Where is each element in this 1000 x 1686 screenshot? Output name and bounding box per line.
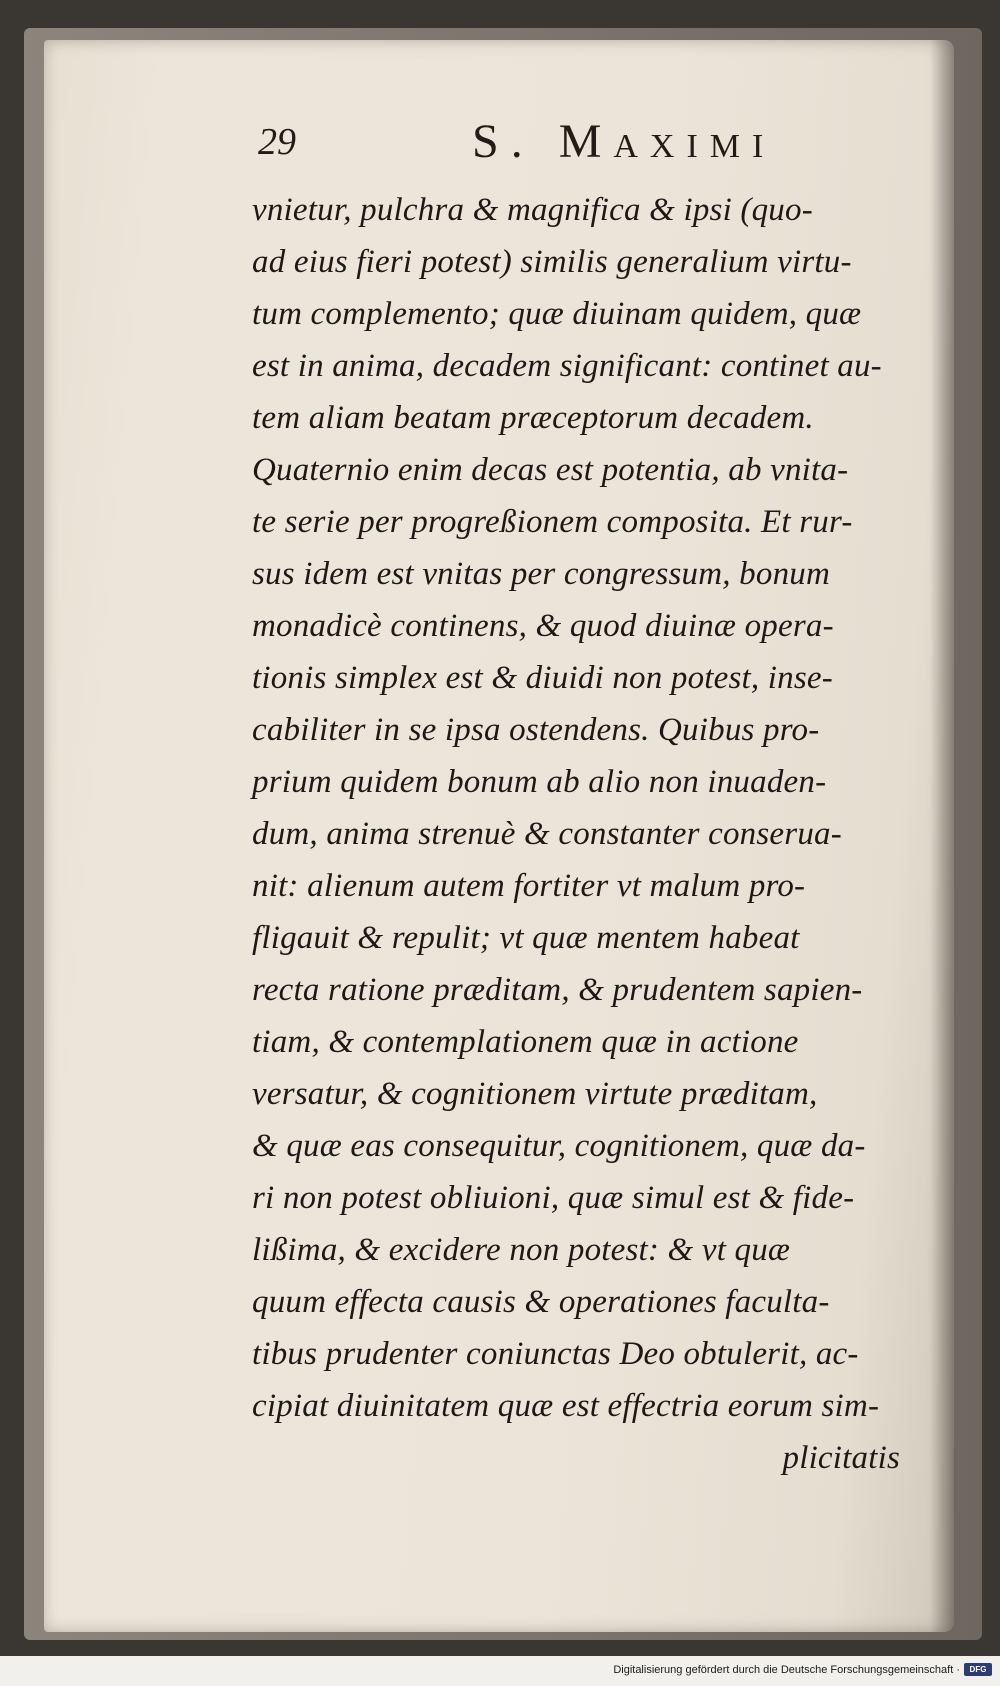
text-line: nit: alienum autem fortiter vt malum pro- — [252, 868, 806, 904]
text-line: Quaternio enim decas est potentia, ab vnita- — [252, 452, 849, 488]
text-line: monadicè continens, & quod diuinæ opera- — [252, 608, 834, 644]
text-line: tiam, & contemplationem quæ in actione — [252, 1024, 799, 1060]
text-line: prium quidem bonum ab alio non inuaden- — [252, 764, 827, 800]
text-line: cipiat diuinitatem quæ est effectria eorum sim- — [252, 1388, 880, 1424]
text-line: tum complemento; quæ diuinam quidem, quæ — [252, 296, 862, 332]
text-line: fligauit & repulit; vt quæ mentem habeat — [252, 920, 800, 956]
text-line: est in anima, decadem significant: continet au- — [252, 348, 882, 384]
text-line: tionis simplex est & diuidi non potest, inse- — [252, 660, 833, 696]
text-line: lißima, & excidere non potest: & vt quæ — [252, 1232, 791, 1268]
text-line: vnietur, pulchra & magnifica & ipsi (quo- — [252, 192, 813, 228]
dfg-logo: DFG — [964, 1663, 992, 1676]
text-line: quum effecta causis & operationes faculta- — [252, 1284, 830, 1320]
text-line: cabiliter in se ipsa ostendens. Quibus pro- — [252, 712, 820, 748]
text-line: te serie per progreßionem composita. Et rur- — [252, 504, 853, 540]
body-text — [252, 184, 952, 1484]
catchword: plicitatis — [782, 1440, 900, 1476]
text-line: recta ratione præditam, & prudentem sapien- — [252, 972, 863, 1008]
text-line: sus idem est vnitas per congressum, bonum — [252, 556, 831, 592]
text-line: & quæ eas consequitur, cognitionem, quæ da- — [252, 1128, 866, 1164]
text-line: dum, anima strenuè & constanter conserua- — [252, 816, 842, 852]
text-line: ad eius fieri potest) similis generalium virtu- — [252, 244, 852, 280]
running-title: S. Maximi — [472, 115, 776, 168]
text-line: tem aliam beatam præceptorum decadem. — [252, 400, 814, 436]
page-number: 29 — [258, 121, 296, 163]
text-line: tibus prudenter coniunctas Deo obtulerit, ac- — [252, 1336, 859, 1372]
funding-credit: Digitalisierung gefördert durch die Deutsche Forschungsgemeinschaft · — [613, 1664, 960, 1676]
text-line: ri non potest obliuioni, quæ simul est & fide- — [252, 1180, 855, 1216]
text-line: versatur, & cognitionem virtute præditam, — [252, 1076, 818, 1112]
digitization-footer — [0, 1656, 1000, 1686]
page-header — [196, 112, 896, 186]
